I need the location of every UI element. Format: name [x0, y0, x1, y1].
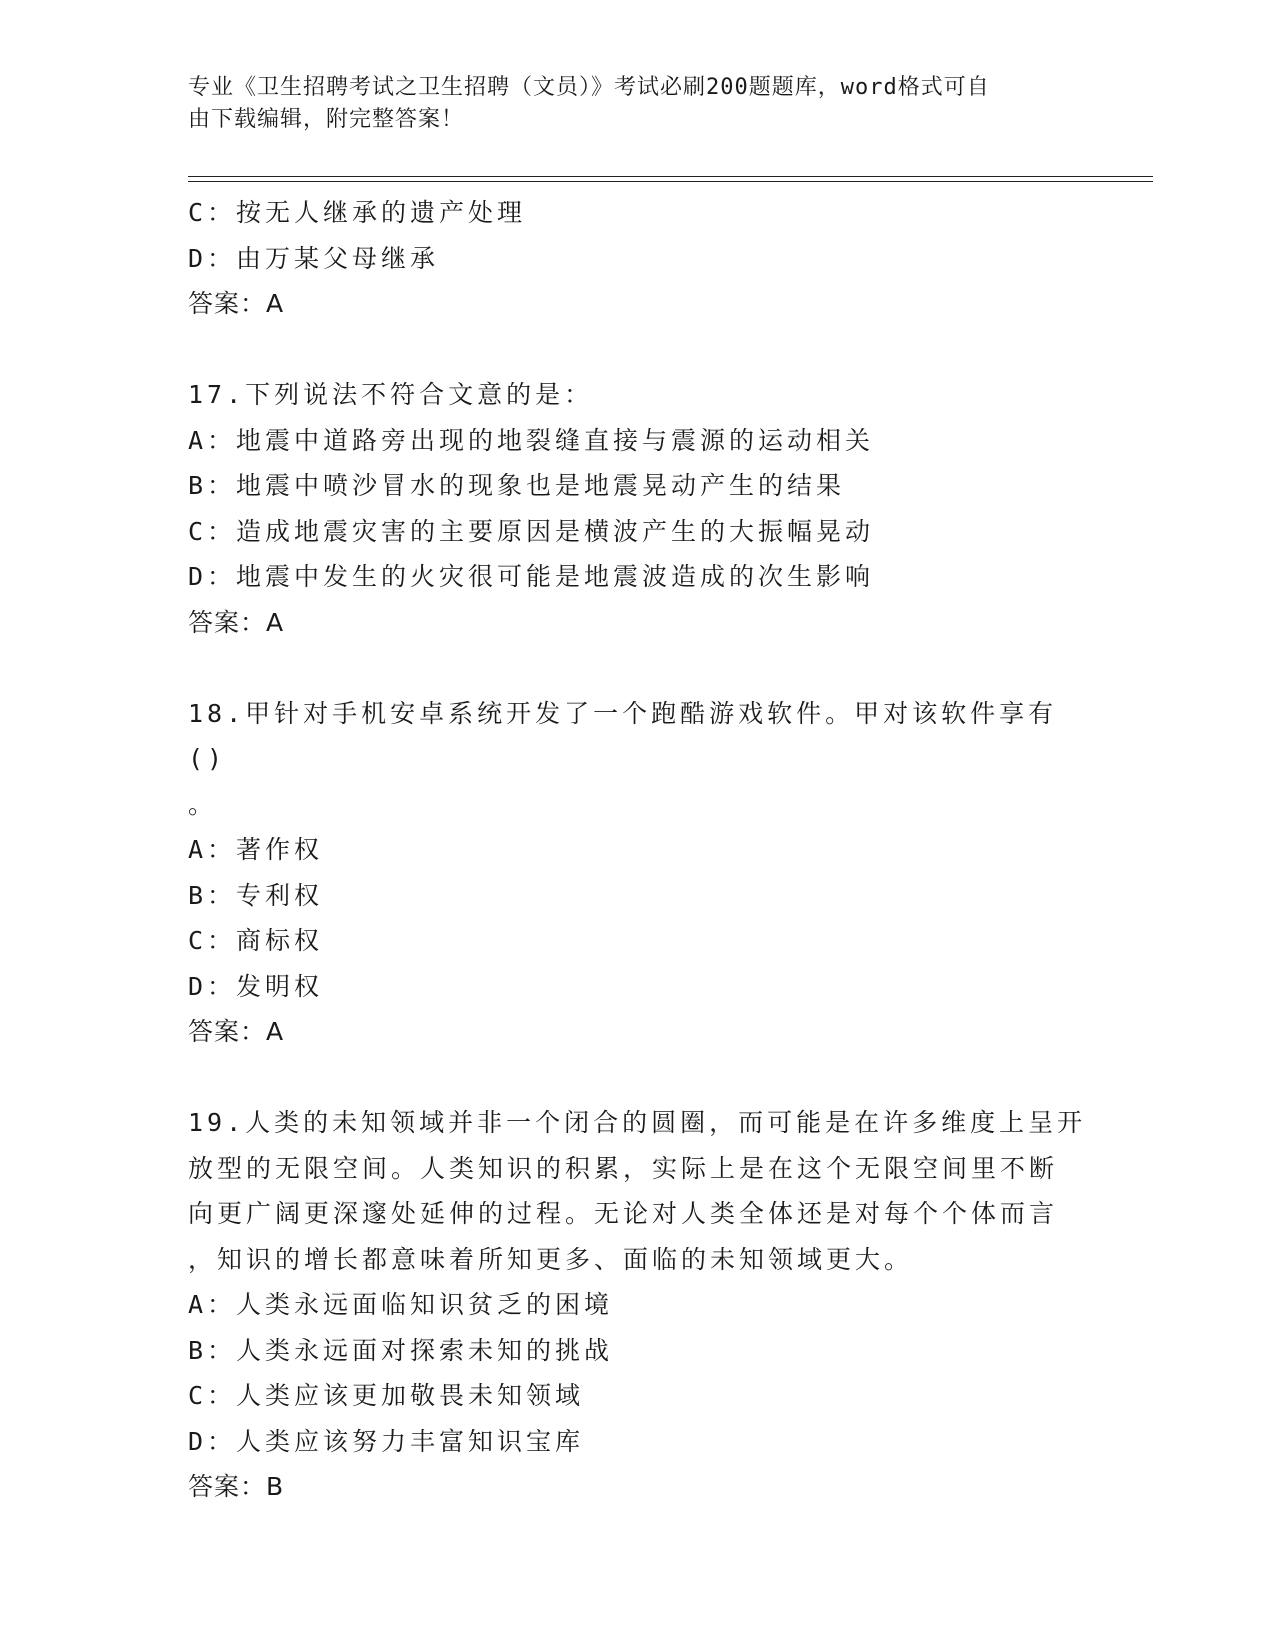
document-header	[188, 72, 1068, 136]
spacer	[188, 1055, 1088, 1101]
option-a: A：地震中道路旁出现的地裂缝直接与震源的运动相关	[188, 425, 875, 455]
question-stem: 18.甲针对手机安卓系统开发了一个跑酷游戏软件。甲对该软件享有()	[188, 698, 1058, 773]
spacer	[188, 327, 1088, 373]
question-block-18	[188, 691, 1088, 1055]
option-a: A：人类永远面临知识贫乏的困境	[188, 1290, 614, 1319]
option-c: C：按无人继承的遗产处理	[188, 198, 527, 227]
option-b: B：专利权	[188, 880, 324, 910]
option-d: D：由万某父母继承	[188, 243, 440, 273]
question-stem-continued: 放型的无限空间。人类知识的积累，实际上是在这个无限空间里不断	[188, 1153, 1059, 1183]
option-c: C：人类应该更加敬畏未知领域	[188, 1381, 585, 1410]
question-block-16	[188, 190, 1088, 327]
option-b: B：人类永远面对探索未知的挑战	[188, 1335, 614, 1365]
question-stem-continued: ，知识的增长都意味着所知更多、面临的未知领域更大。	[188, 1244, 914, 1274]
question-stem: 19.人类的未知领域并非一个闭合的圆圈，而可能是在许多维度上呈开	[188, 1108, 1087, 1137]
question-list	[188, 190, 1088, 1510]
answer: 答案：A	[188, 607, 285, 637]
option-c: C：商标权	[188, 926, 324, 955]
answer: 答案：A	[188, 289, 285, 318]
question-stem-continued: 向更广阔更深邃处延伸的过程。无论对人类全体还是对每个个体而言	[188, 1199, 1059, 1228]
answer: 答案：B	[188, 1472, 285, 1501]
header-line-2: 由下载编辑，附完整答案！	[188, 107, 465, 132]
question-block-17	[188, 372, 1088, 645]
option-d: D：发明权	[188, 971, 324, 1001]
option-d: D：人类应该努力丰富知识宝库	[188, 1426, 585, 1456]
header-divider-bottom	[188, 181, 1153, 182]
header-line-1: 专业《卫生招聘考试之卫生招聘（文员）》考试必刷200题题库，word格式可自	[188, 75, 990, 100]
spacer	[188, 645, 1088, 691]
option-a: A：著作权	[188, 835, 324, 864]
header-divider-top	[188, 176, 1153, 177]
option-c: C：造成地震灾害的主要原因是横波产生的大振幅晃动	[188, 516, 875, 546]
option-d: D：地震中发生的火灾很可能是地震波造成的次生影响	[188, 562, 875, 591]
question-stem-continued: 。	[188, 789, 218, 819]
question-stem: 17.下列说法不符合文意的是：	[188, 380, 594, 409]
question-block-19	[188, 1100, 1088, 1510]
answer: 答案：A	[188, 1017, 285, 1046]
option-b: B：地震中喷沙冒水的现象也是地震晃动产生的结果	[188, 471, 846, 500]
